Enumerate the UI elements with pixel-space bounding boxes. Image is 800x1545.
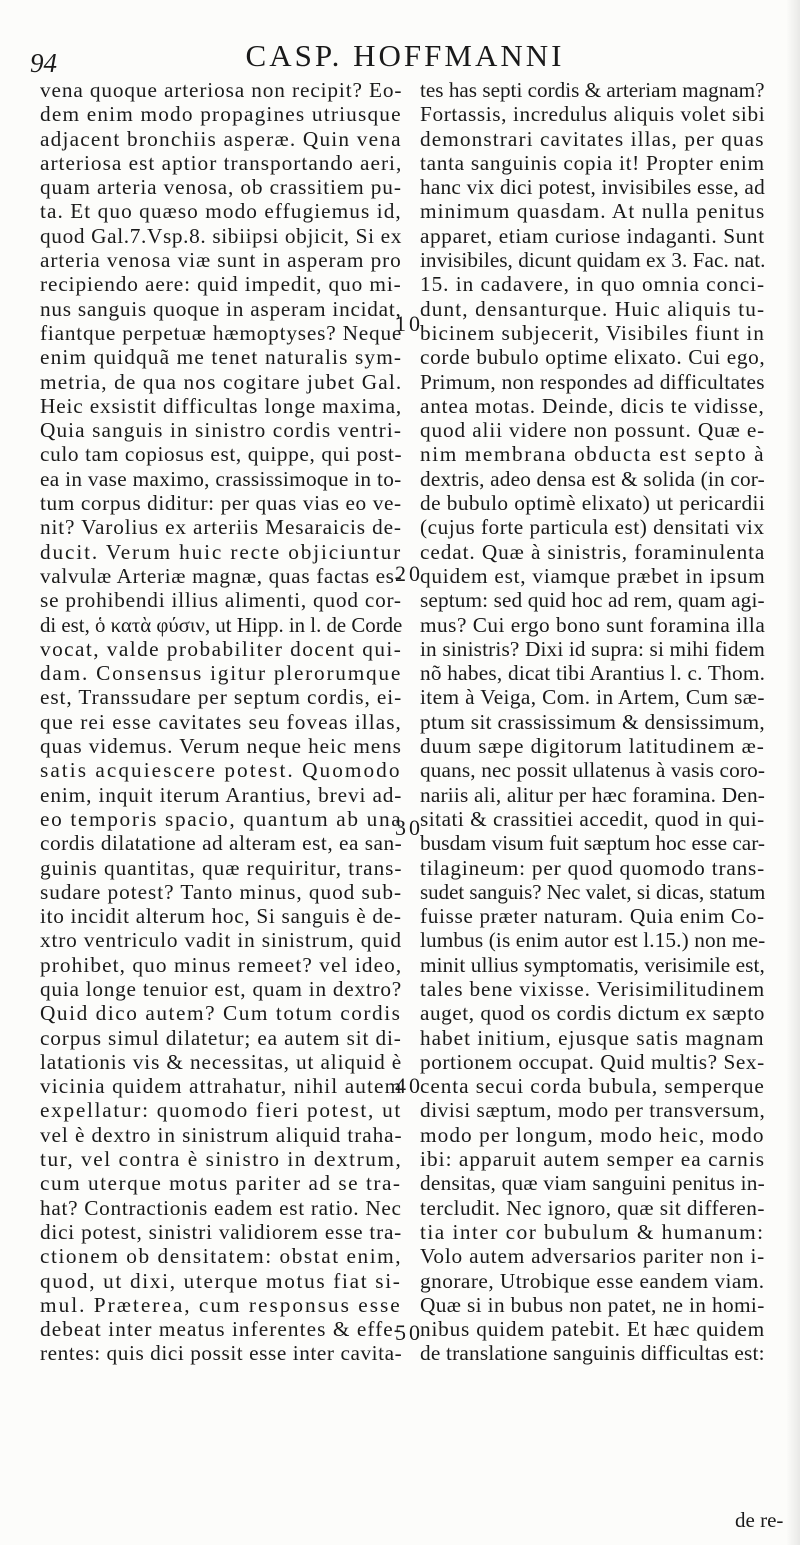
text-line: in sinistris? Dixi id supra: si mihi fidem (420, 636, 765, 661)
text-line: quam arteria venosa, ob crassitiem pu- (40, 175, 402, 200)
text-line: corpus simul dilatetur; ea autem sit di- (40, 1025, 402, 1050)
text-line: mus? Cui ergo bono sunt foramina illa (420, 612, 765, 637)
text-line: gnorare, Utrobique esse eandem viam. (420, 1268, 765, 1293)
text-line: dextris, adeo densa est & solida (in cor- (420, 466, 765, 491)
text-line: adjacent bronchiis asperæ. Quin vena (40, 126, 402, 151)
text-line: antea motas. Deinde, dicis te vidisse, (420, 393, 765, 418)
text-line: ea in vase maximo, crassissimoque in to- (40, 466, 402, 491)
text-line: dunt, densanturque. Huic aliquis tu- (420, 296, 765, 321)
text-line: corde bubulo optime elixato. Cui ego, (420, 345, 765, 370)
text-line: ducit. Verum huic recte objiciuntur (40, 539, 402, 564)
text-line: metria, de qua nos cogitare jubet Gal. (40, 369, 402, 394)
text-line: quia longe tenuior est, quam in dextro? (40, 976, 402, 1001)
text-line: tilagineum: per quod quomodo trans- (420, 855, 765, 880)
text-line: tum corpus diditur: per quas vias eo ve- (40, 491, 402, 516)
text-line: hanc vix dici potest, invisibiles esse, ad (420, 175, 765, 200)
text-line: quans, nec possit ullatenus à vasis coro- (420, 758, 765, 783)
text-line: 15. in cadavere, in quo omnia conci- (420, 272, 765, 297)
text-line: Quia sanguis in sinistro cordis ventri- (40, 418, 402, 443)
text-line: expellatur: quomodo fieri potest, ut (40, 1098, 402, 1123)
line-number-30: 30 (395, 815, 423, 840)
text-line: densitas, quæ viam sanguini penitus in- (420, 1171, 765, 1196)
text-line: culo tam copiosus est, quippe, qui post- (40, 442, 402, 467)
text-line: que rei esse cavitates seu foveas illas, (40, 709, 402, 734)
text-line: de bubulo optimè elixato) ut pericardii (420, 491, 765, 516)
text-line: ibi: apparuit autem semper ea carnis (420, 1147, 765, 1172)
left-text-column (40, 78, 402, 1366)
line-number-50: 50 (395, 1320, 423, 1345)
text-line: Fortassis, incredulus aliquis volet sibi (420, 102, 765, 127)
text-line: invisibiles, dicunt quidam ex 3. Fac. nat. (420, 248, 765, 273)
text-line: modo per longum, modo heic, modo (420, 1122, 765, 1147)
text-line: tales bene vixisse. Verisimilitudinem (420, 976, 765, 1001)
line-number-40: 40 (395, 1073, 423, 1098)
text-line: divisi sæptum, modo per transversum, (420, 1098, 765, 1123)
text-line: di est, ὁ κατὰ φύσιν, ut Hipp. in l. de Corde (40, 612, 403, 637)
text-line: auget, quod os cordis dictum ex sæpto (420, 1001, 765, 1026)
text-line: quod, ut dixi, uterque motus fiat si- (40, 1268, 402, 1293)
text-line: vena quoque arteriosa non recipit? Eo- (40, 78, 402, 102)
text-line: sudare potest? Tanto minus, quod sub- (40, 879, 402, 904)
text-line: sitati & crassitiei accedit, quod in qui- (420, 806, 765, 831)
line-number-10: 10 (395, 311, 423, 336)
text-line: apparet, etiam curiose indaganti. Sunt (420, 223, 765, 248)
text-line: prohibet, quo minus remeet? vel ideo, (40, 952, 402, 977)
text-line: Volo autem adversarios pariter non i- (420, 1244, 765, 1269)
text-line: tes has septi cordis & arteriam magnam? (420, 78, 765, 102)
text-line: fiantque perpetuæ hæmoptyses? Neque (40, 320, 402, 345)
text-line: de translatione sanguinis difficultas est: (420, 1341, 765, 1366)
text-line: hat? Contractionis eadem est ratio. Nec (40, 1195, 402, 1220)
text-line: cordis dilatatione ad alteram est, ea san- (40, 831, 402, 856)
text-line: mul. Præterea, cum responsus esse (40, 1292, 402, 1317)
text-line: enim quidquã me tenet naturalis sym- (40, 345, 402, 370)
text-line: ptum sit crassissimum & densissimum, (420, 709, 765, 734)
text-line: eo temporis spacio, quantum ab una (40, 806, 402, 831)
page-number: 94 (30, 48, 57, 78)
text-line: rentes: quis dici possit esse inter cavita- (40, 1341, 402, 1366)
text-line: nibus quidem patebit. Et hæc quidem (420, 1317, 765, 1342)
text-line: xtro ventriculo vadit in sinistrum, quid (40, 928, 402, 953)
text-line: nim membrana obducta est septo à (420, 442, 765, 467)
text-line: minimum quasdam. At nulla penitus (420, 199, 765, 224)
text-line: quod alii videre non possunt. Quæ e- (420, 418, 765, 443)
text-line: se prohibendi illius alimenti, quod cor- (40, 588, 402, 613)
text-line: debeat inter meatus inferentes & effe- (40, 1317, 402, 1342)
text-line: Quæ si in bubus non patet, ne in homi- (420, 1292, 765, 1317)
text-line: cum uterque motus pariter ad se tra- (40, 1171, 402, 1196)
text-line: quidem est, viamque præbet in ipsum (420, 563, 765, 588)
text-line: sudet sanguis? Nec valet, si dicas, statum (420, 879, 766, 904)
text-line: habet initium, ejusque satis magnam (420, 1025, 765, 1050)
text-line: Heic exsistit difficultas longe maxima, (40, 393, 402, 418)
text-line: est, Transsudare per septum cordis, ei- (40, 685, 402, 710)
text-line: vocat, valde probabiliter docent qui- (40, 636, 402, 661)
text-line: nit? Varolius ex arteriis Mesaraicis de- (40, 515, 402, 540)
running-head: CASP. HOFFMANNI (245, 38, 565, 73)
text-line: septum: sed quid hoc ad rem, quam agi- (420, 588, 765, 613)
text-line: vel è dextro in sinistrum aliquid traha- (40, 1122, 402, 1147)
text-line: portionem occupat. Quid multis? Sex- (420, 1049, 765, 1074)
text-line: nariis ali, alitur per hæc foramina. Den- (420, 782, 765, 807)
text-line: guinis quantitas, quæ requiritur, trans- (40, 855, 402, 880)
text-line: bicinem subjecerit, Visibiles fiunt in (420, 320, 765, 345)
text-line: arteriosa est aptior transportando aeri, (40, 150, 402, 175)
text-line: minit ullius symptomatis, verisimile est, (420, 952, 765, 977)
text-line: arteria venosa viæ sunt in asperam pro (40, 248, 402, 273)
text-line: tercludit. Nec ignoro, quæ sit differen- (420, 1195, 765, 1220)
text-line: (cujus forte particula est) densitati vix (420, 515, 765, 540)
right-text-column (420, 78, 765, 1366)
page-edge-shadow (786, 0, 800, 1545)
text-line: tanta sanguinis copia it! Propter enim (420, 150, 765, 175)
text-line: busdam visum fuit sæptum hoc esse car- (420, 831, 765, 856)
text-line: latationis vis & necessitas, ut aliquid è (40, 1049, 402, 1074)
text-line: enim, inquit iterum Arantius, brevi ad- (40, 782, 402, 807)
text-line: Primum, non respondes ad difficultates (420, 369, 765, 394)
text-line: ctionem ob densitatem: obstat enim, (40, 1244, 402, 1269)
text-line: recipiendo aere: quid impedit, quo mi- (40, 272, 402, 297)
text-line: tur, vel contra è sinistro in dextrum, (40, 1147, 402, 1172)
text-line: demonstrari cavitates illas, per quas (420, 126, 765, 151)
text-line: cedat. Quæ à sinistris, foraminulenta (420, 539, 765, 564)
text-line: quas videmus. Verum neque heic mens (40, 734, 402, 759)
text-line: valvulæ Arteriæ magnæ, quas factas es- (40, 563, 402, 588)
text-line: tia inter cor bubulum & humanum: (420, 1219, 765, 1244)
text-line: item à Veiga, Com. in Artem, Cum sæ- (420, 685, 765, 710)
text-line: dem enim modo propagines utriusque (40, 102, 402, 127)
text-line: vicinia quidem attrahatur, nihil autem (40, 1074, 402, 1099)
text-line: duum sæpe digitorum latitudinem æ- (420, 734, 765, 759)
line-number-20: 20 (395, 561, 423, 586)
text-line: nus sanguis quoque in asperam incidat, (40, 296, 402, 321)
text-line: satis acquiescere potest. Quomodo (40, 758, 402, 783)
text-line: lumbus (is enim autor est l.15.) non me- (420, 928, 765, 953)
text-line: fuisse præter naturam. Quia enim Co- (420, 904, 765, 929)
text-line: dici potest, sinistri validiorem esse tra- (40, 1219, 402, 1244)
text-line: ito incidit alterum hoc, Si sanguis è de- (40, 904, 402, 929)
text-line: nõ habes, dicat tibi Arantius l. c. Thom. (420, 661, 765, 686)
text-line: Quid dico autem? Cum totum cordis (40, 1001, 402, 1026)
text-line: ta. Et quo quæso modo effugiemus id, (40, 199, 402, 224)
catchword: de re- (735, 1508, 784, 1532)
text-line: centa secui corda bubula, semperque (420, 1074, 765, 1099)
text-line: dam. Consensus igitur plerorumque (40, 661, 402, 686)
text-line: quod Gal.7.Vsp.8. sibiipsi objicit, Si ex (40, 223, 402, 248)
